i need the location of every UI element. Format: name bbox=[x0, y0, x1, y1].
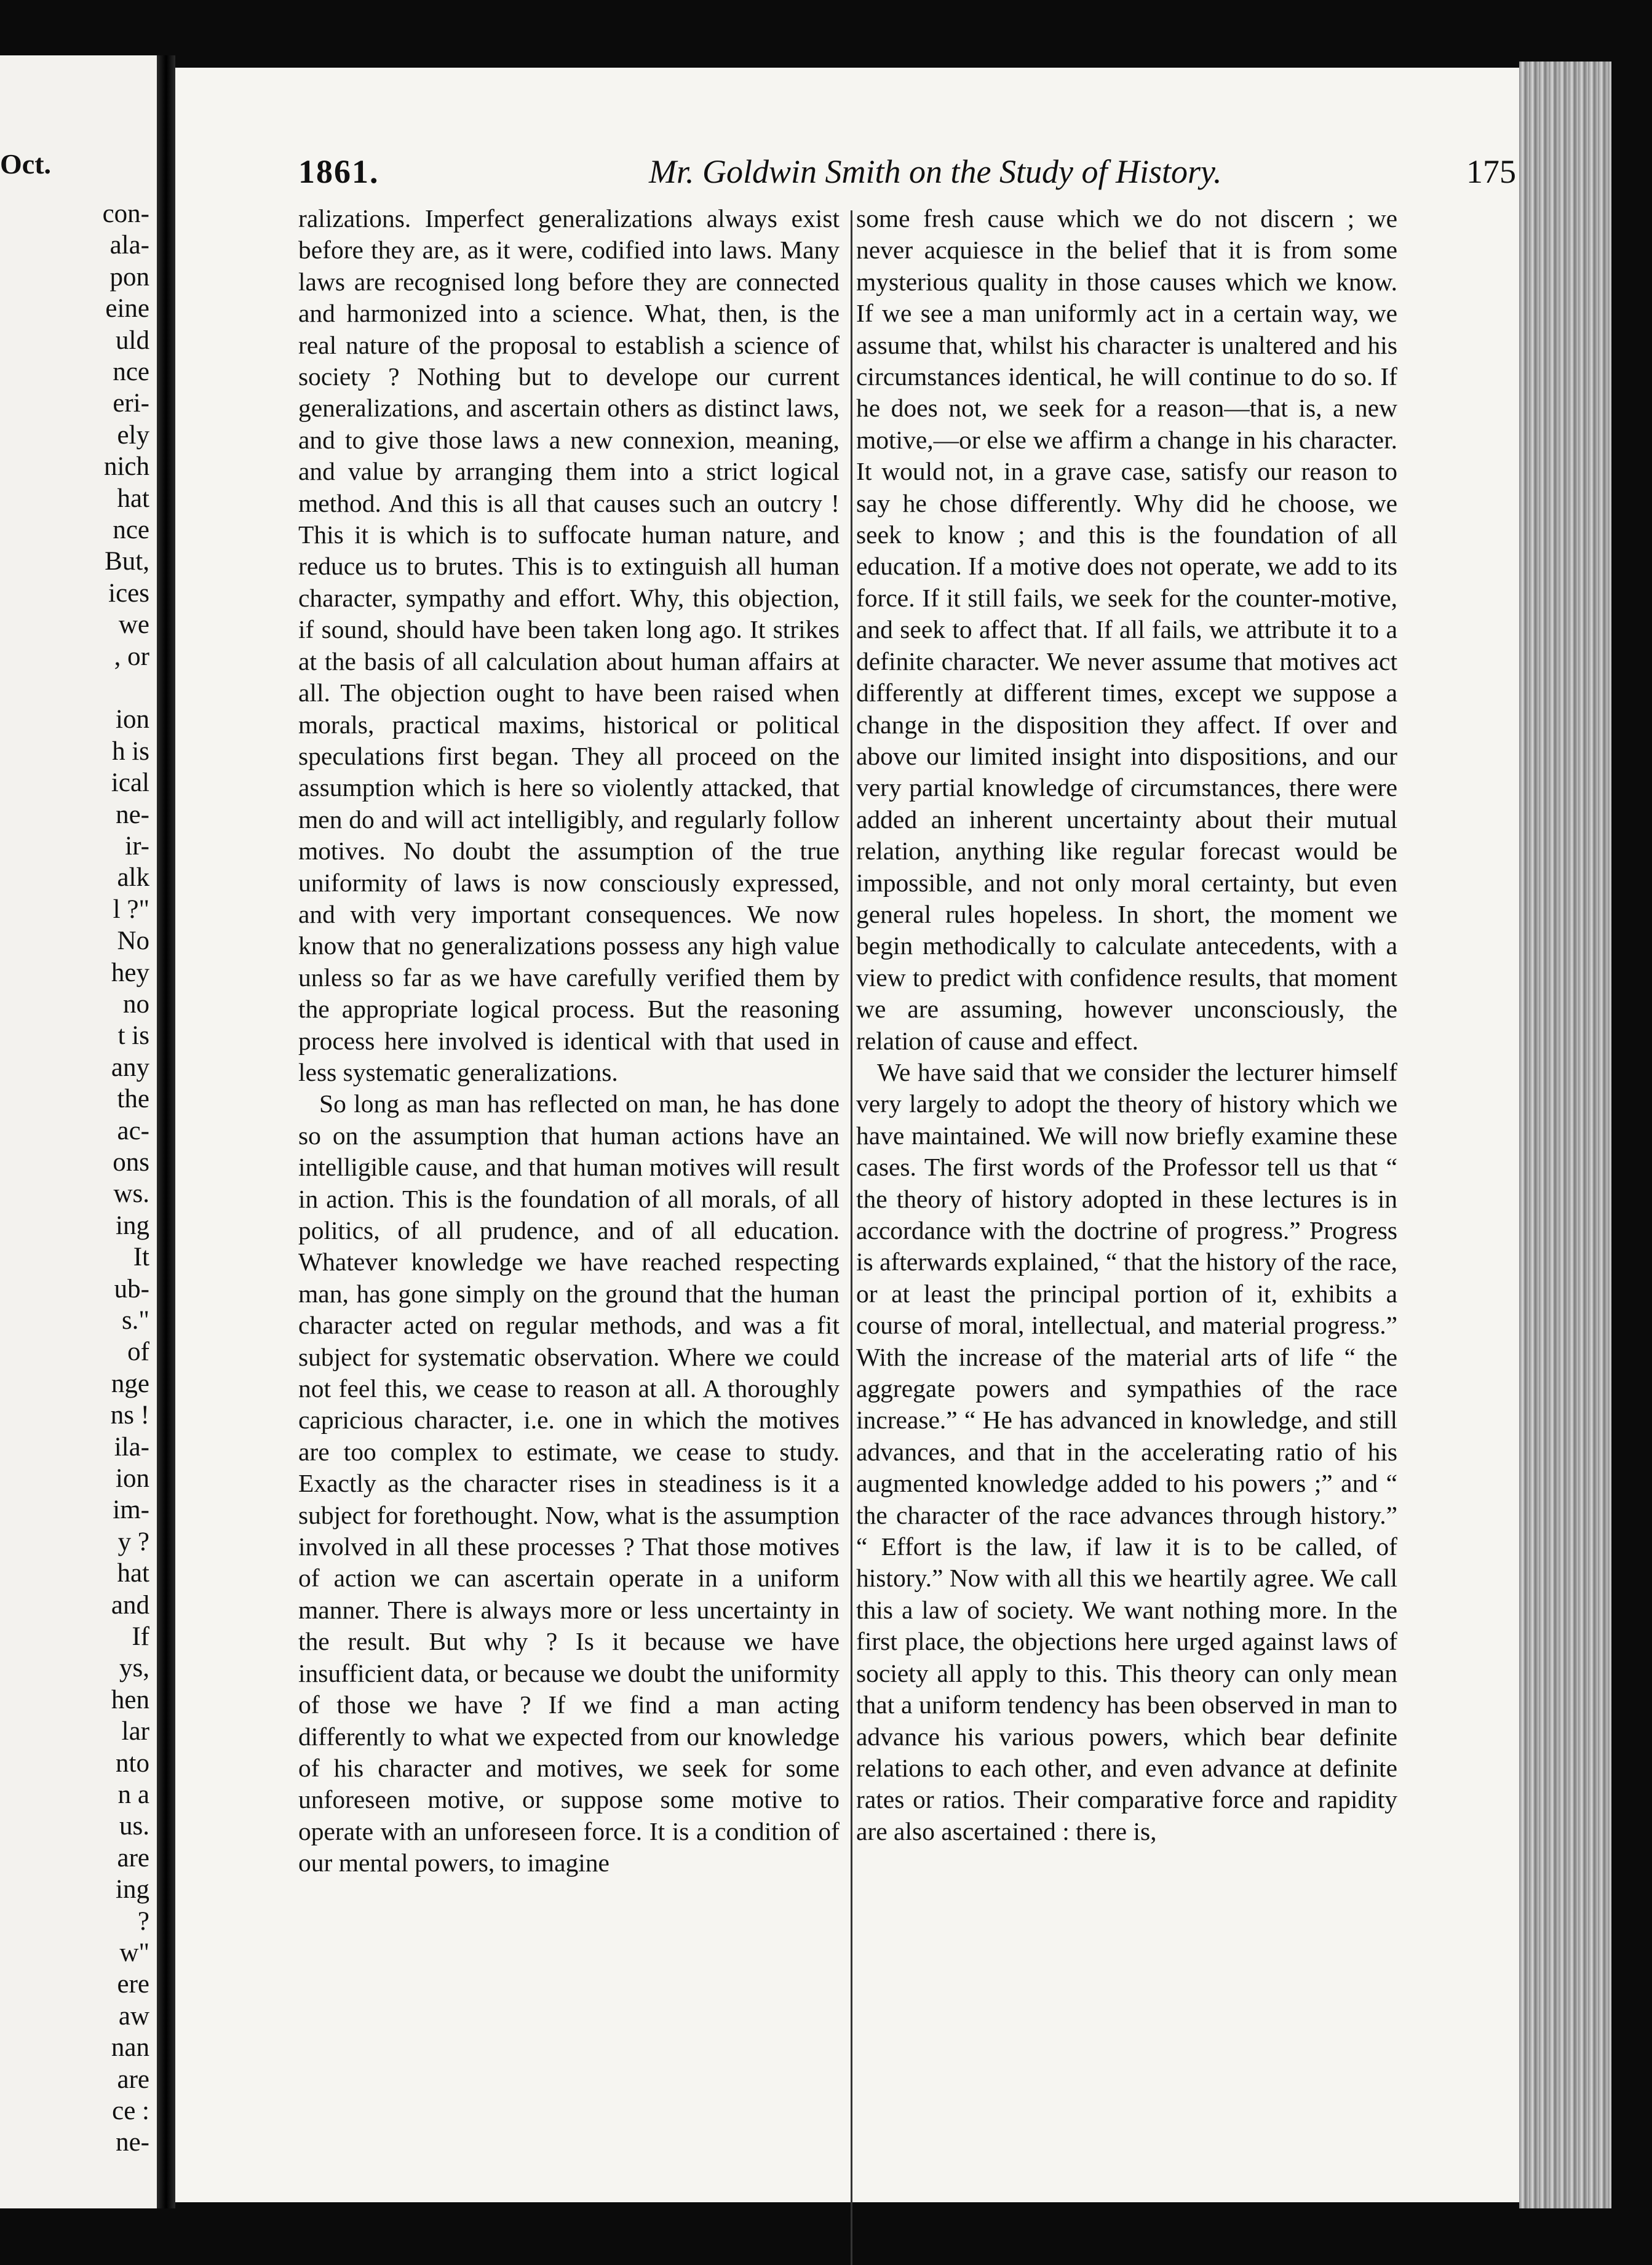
facing-page-line: ce : bbox=[112, 2096, 149, 2125]
facing-page-line: ing bbox=[116, 1211, 149, 1240]
facing-page-line: nce bbox=[113, 357, 149, 386]
facing-page-header: Oct. bbox=[0, 148, 52, 180]
facing-page-line: and bbox=[111, 1590, 149, 1620]
facing-page-line: ub- bbox=[114, 1274, 149, 1304]
paragraph: ralizations. Imperfect generalizations always exist before they are, as it were, codified into laws. Many laws are recognised long before they are connected and harmonized into a science. What, then, is the real nature of the proposal to establish a science of society ? Nothing but to develope our current generalizations, and ascertain others as distinct laws, and to give those laws a new connexion, meaning, and value by arranging them into a strict logical method. And this is all that causes such an outcry ! This it is which is to suffocate human nature, and reduce us to brutes. This is to extinguish all human character, sympathy and effort. Why, this objection, if sound, should have been taken long ago. It strikes at the basis of all calculation about human affairs at all. The objection ought to have been raised when morals, practical maxims, historical or political speculations first began. They all proceed on the assumption which is here so violently attacked, that men do and will act intelligibly, and regularly follow motives. No doubt the assumption of the true uniformity of laws is now consciously expressed, and with very important consequences. We now know that no generalizations possess any high value unless so far as we have carefully verified them by the appropriate logical process. But the reasoning process here involved is identical with that used in less systematic generalizations. bbox=[298, 204, 840, 1086]
paragraph: some fresh cause which we do not discern ; we never acquiesce in the belief that it is from some mysterious quality in those causes which we know. If we see a man uniformly act in a certain way, we assume that, whilst his character is unaltered and his circumstances identical, he will continue to do so. If he does not, we seek for a reason—that is, a new motive,—or else we affirm a change in his character. It would not, in a grave case, satisfy our reason to say he chose differently. Why did he choose, we seek to know ; and this is the foundation of all education. If a motive does not operate, we add to its force. If it still fails, we seek for the counter-motive, and seek to affect that. If all fails, we attribute it to a definite character. We never assume that motives act differently at different times, except we suppose a change in the disposition they affect. If over and above our limited insight into dispositions, and our very partial knowledge of circumstances, there were added an inherent uncertainty about their mutual relation, anything like regular forecast would be impossible, and not only moral certainty, but even general rules hopeless. In short, the moment we begin methodically to calculate antecedents, with a view to predict with confidence results, that moment we are assuming, however unconsciously, the relation of cause and effect. bbox=[856, 204, 1397, 1055]
facing-page-line: pon bbox=[109, 262, 149, 292]
text-column-left bbox=[298, 203, 840, 1879]
facing-page-line: nto bbox=[116, 1748, 149, 1778]
facing-page-line: , or bbox=[114, 642, 149, 671]
facing-page-line: ely bbox=[117, 420, 149, 450]
paragraph: We have said that we consider the lecturer himself very largely to adopt the theory of history which we have maintained. We will now briefly examine these cases. The first words of the Professor tell us that “ the theory of history adopted in these lectures is in accordance with the doctrine of progress.” Progress is afterwards explained, “ that the history of the race, or at least the principal portion of it, exhibits a course of moral, intellectual, and material progress.” With the increase of the material arts of life “ the aggregate powers and sympathies of the race increase.” “ He has advanced in knowledge, and still advances, and that in the accelerating ratio of his augmented knowledge added to his powers ;” and “ the character of the race advances through history.” “ Effort is the law, if law it is to be called, of history.” Now with all this we heartily agree. We call this a law of society. We want nothing more. In the first place, the objections here urged against laws of society all apply to this. This theory can only mean that a uniform tendency has been observed in man to advance his various powers, which bear definite relations to each other, and even advance at definite rates or ratios. Their comparative force and rapidity are also ascertained : there is, bbox=[856, 1057, 1397, 1845]
facing-page-line: ac- bbox=[117, 1116, 149, 1145]
facing-page-line: are bbox=[117, 2064, 149, 2094]
column-divider bbox=[851, 210, 852, 2265]
header-year: 1861. bbox=[298, 153, 379, 190]
facing-page-line: of bbox=[127, 1337, 149, 1367]
facing-page-line: con- bbox=[102, 199, 149, 228]
facing-page-line: nge bbox=[111, 1369, 149, 1398]
facing-page-line: we bbox=[118, 610, 149, 640]
facing-page-line: It bbox=[133, 1243, 149, 1272]
facing-page-line: ? bbox=[137, 1906, 149, 1936]
facing-page-line: ices bbox=[108, 578, 149, 608]
facing-page-line: us. bbox=[119, 1812, 149, 1841]
page-number: 175 bbox=[1466, 153, 1516, 190]
facing-page-line: l ?" bbox=[113, 894, 149, 924]
facing-page-line: s." bbox=[121, 1306, 149, 1335]
facing-page-line: nich bbox=[103, 452, 149, 482]
facing-page-line: ion bbox=[116, 1464, 149, 1493]
facing-page-line: ws. bbox=[113, 1179, 149, 1209]
facing-page-line: hat bbox=[117, 1559, 149, 1588]
facing-page-line: w" bbox=[119, 1938, 149, 1967]
facing-page-line: No bbox=[117, 926, 149, 956]
facing-page-line: n a bbox=[117, 1780, 149, 1809]
facing-page-line: are bbox=[117, 1843, 149, 1873]
facing-page-line: no bbox=[123, 990, 149, 1019]
facing-page-fragment bbox=[0, 55, 157, 2208]
facing-page-line: But, bbox=[105, 547, 149, 576]
facing-page-line: ila- bbox=[114, 1432, 149, 1462]
facing-page-line: ical bbox=[111, 768, 149, 798]
facing-page-line: If bbox=[132, 1622, 149, 1651]
facing-page-line: nce bbox=[113, 515, 149, 544]
facing-page-line: ere bbox=[117, 1970, 149, 1999]
facing-page-line: hen bbox=[111, 1685, 149, 1714]
book-page bbox=[175, 68, 1538, 2202]
facing-page-line: aw bbox=[118, 2001, 149, 2031]
scan-border bbox=[1611, 62, 1652, 2208]
facing-page-line: hey bbox=[111, 958, 149, 987]
facing-page-line: y ? bbox=[117, 1527, 149, 1556]
facing-page-line: h is bbox=[112, 736, 149, 766]
facing-page-line: ne- bbox=[116, 800, 149, 829]
facing-page-line: the bbox=[117, 1085, 149, 1114]
book-gutter bbox=[157, 55, 175, 2208]
text-column-right bbox=[856, 203, 1397, 1847]
facing-page-line: ion bbox=[116, 705, 149, 734]
facing-page-line: im- bbox=[113, 1495, 149, 1525]
facing-page-line: ns ! bbox=[110, 1401, 149, 1430]
facing-page-line: ir- bbox=[125, 832, 149, 861]
facing-page-line: nan bbox=[111, 2033, 149, 2063]
facing-page-line: eine bbox=[105, 294, 149, 324]
facing-page-line: eri- bbox=[113, 389, 149, 418]
facing-page-line: uld bbox=[116, 325, 149, 355]
facing-page-line: ys, bbox=[119, 1654, 149, 1683]
facing-page-line: hat bbox=[117, 484, 149, 513]
facing-page-line: any bbox=[111, 1053, 149, 1082]
facing-page-line: alk bbox=[117, 863, 149, 893]
running-title: Mr. Goldwin Smith on the Study of History. bbox=[649, 153, 1222, 190]
facing-page-line: t is bbox=[117, 1021, 149, 1051]
paragraph: So long as man has reflected on man, he has done so on the assumption that human actions have an intelligible cause, and that human motives will result in action. This is the foundation of all morals, of all politics, of all prudence, and of all education. Whatever knowledge we have reached respecting man, has gone simply on the ground that the human character acted on regular methods, and was a fit subject for systematic observation. Where we could not feel this, we cease to reason at all. A thoroughly capricious character, i.e. one in which the motives are too complex to estimate, we cease to study. Exactly as the character rises in steadiness is it a subject for forethought. Now, what is the assumption involved in all these processes ? That those motives of action we can ascertain operate in a uniform manner. There is always more or less uncertainty in the result. But why ? Is it because we have insufficient data, or because we doubt the uniformity of those we have ? If we find a man acting differently to what we expected from our knowledge of his character and motives, we seek for some unforeseen motive, or suppose some motive to operate with an unforeseen force. It is a condition of our mental powers, to imagine bbox=[298, 1089, 840, 1877]
running-header bbox=[298, 135, 1516, 190]
page-block-edge bbox=[1519, 62, 1611, 2208]
facing-page-line: ne- bbox=[116, 2128, 149, 2157]
facing-page-line: ing bbox=[116, 1875, 149, 1905]
facing-page-line: lar bbox=[121, 1717, 149, 1746]
facing-page-line: ons bbox=[113, 1148, 149, 1177]
facing-page-line: ala- bbox=[109, 231, 149, 260]
